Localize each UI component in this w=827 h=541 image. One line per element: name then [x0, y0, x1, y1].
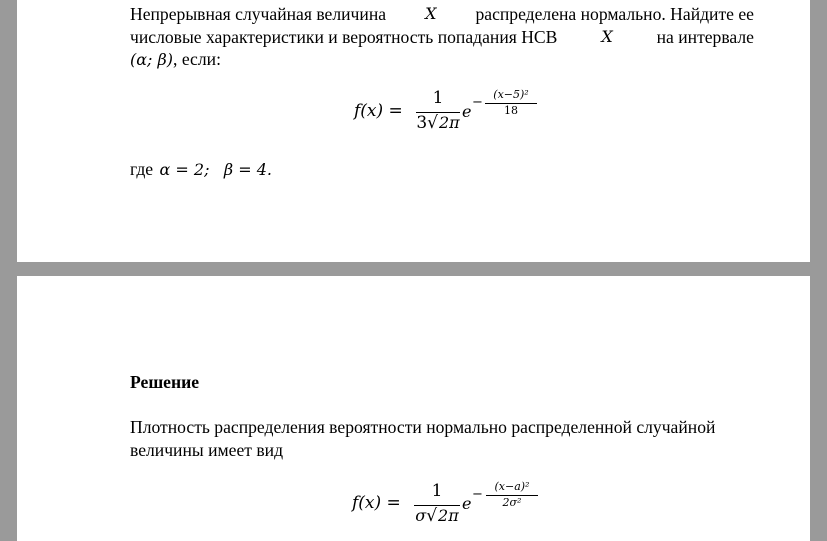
variable-x: X — [425, 4, 437, 23]
sqrt-icon: √ — [427, 113, 438, 133]
problem-text-line1-start: Непрерывная случайная величина — [130, 4, 387, 24]
condition-alpha: α = 2; — [159, 160, 210, 179]
condition-line — [130, 158, 272, 182]
problem-text-line2-start: числовые характеристики и вероятность попадания НСВ — [130, 26, 558, 47]
formula1-exponent — [472, 88, 552, 120]
formula1-exp-denominator: 18 — [504, 104, 518, 117]
formula1-exp-minus: − — [472, 95, 483, 110]
formula1-den-coef: 3 — [416, 113, 428, 133]
variable-x-2: X — [601, 26, 613, 46]
formula1-fraction — [416, 88, 460, 138]
formula1-lhs: f(x) = — [354, 101, 403, 121]
formula2-numerator: 1 — [431, 481, 443, 501]
formula1-den-radicand: 2π — [438, 113, 460, 132]
condition-beta: β = 4. — [223, 160, 272, 179]
document-page-2 — [17, 276, 810, 541]
formula2-den-radicand: 2π — [438, 506, 459, 525]
document-page-1 — [17, 0, 810, 262]
solution-line2: величины имеет вид — [130, 439, 284, 460]
formula2-den-coef: σ — [415, 506, 427, 525]
formula2-lhs: f(x) = — [352, 493, 401, 513]
formula1-base: e — [462, 102, 472, 121]
solution-heading: Решение — [130, 372, 200, 392]
sqrt-icon: √ — [426, 506, 438, 526]
interval-notation: (α; β) — [130, 50, 174, 69]
solution-paragraph — [130, 416, 754, 461]
density-formula-general — [352, 479, 552, 539]
formula2-base: e — [462, 494, 472, 513]
problem-text-line1-end: распределена нормально. Найдите ее — [475, 4, 754, 24]
formula2-exp-minus: − — [472, 487, 483, 502]
formula2-exp-denominator: 2σ² — [502, 496, 522, 509]
solution-line1: Плотность распределения вероятности нормально распределенной случайной — [130, 417, 716, 437]
problem-statement — [130, 3, 754, 72]
density-formula-specific — [354, 88, 554, 148]
formula1-exp-numerator: (x−5)² — [493, 88, 529, 101]
formula2-fraction — [414, 479, 460, 529]
problem-text-line2-end: на интервале — [656, 26, 754, 47]
problem-text-line3-end: , если: — [173, 49, 221, 69]
formula2-exp-numerator: (x−a)² — [494, 480, 530, 493]
condition-prefix: где — [130, 159, 154, 179]
formula1-numerator: 1 — [432, 88, 444, 108]
formula2-exponent — [472, 479, 552, 513]
